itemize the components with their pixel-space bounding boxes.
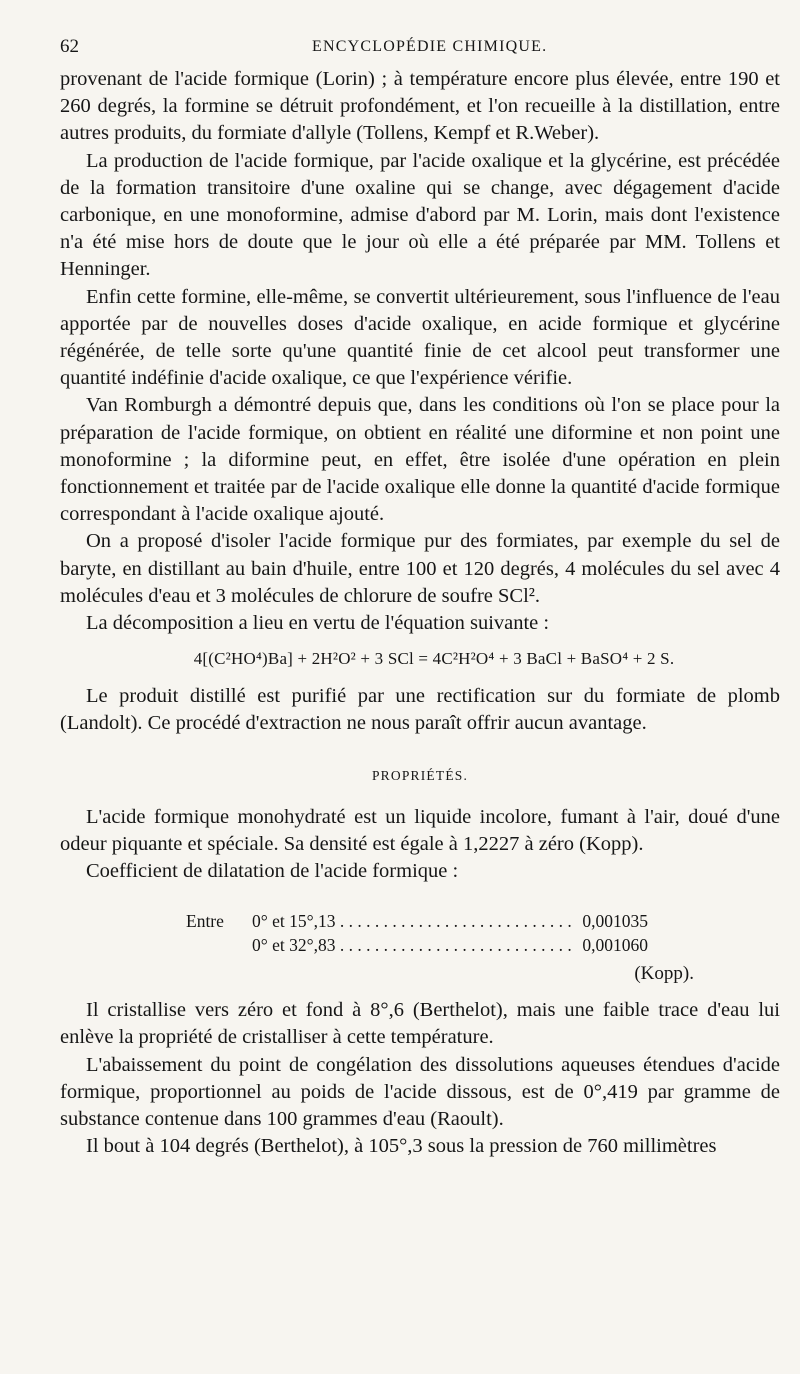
dilatation-table: [186, 909, 648, 957]
paragraph: On a proposé d'isoler l'acide formique pur des formiates, par exemple du sel de baryte, en distillant au bain d'huile, entre 100 et 120 degrés, 4 molécules du sel avec 4 molécules d'eau et 3 molécules de chlorure de soufre SCl².: [60, 530, 780, 607]
paragraph: Le produit distillé est purifié par une rectification sur du formiate de plomb (Landolt). Ce procédé d'extraction ne nous paraît offrir aucun avantage.: [60, 685, 780, 735]
dilatation-row: [186, 909, 648, 933]
dilatation-value: 0,001060: [582, 935, 648, 956]
page-body: [60, 66, 780, 1161]
paragraph-continuation: provenant de l'acide formique (Lorin) ; à température encore plus élevée, entre 190 et 260 degrés, la formine se détruit profondément, et l'on recueille à la distillation, entre autres produits, du formiate d'allyle (Tollens, Kempf et R.Weber).: [60, 68, 780, 145]
paragraph: Il bout à 104 degrés (Berthelot), à 105°,3 sous la pression de 760 millimètres: [86, 1135, 717, 1158]
paragraph: Coefficient de dilatation de l'acide formique :: [86, 860, 459, 883]
chemical-equation: 4[(C²HO⁴)Ba] + 2H²O² + 3 SCl = 4C²H²O⁴ + 3 BaCl + BaSO⁴ + 2 S.: [193, 649, 675, 669]
dilatation-row: [186, 933, 648, 957]
dilatation-source: (Kopp).: [634, 963, 694, 985]
paragraph: Van Romburgh a démontré depuis que, dans les conditions où l'on se place pour la préparation de l'acide formique, on obtient en réalité une diformine et non point une monoformine ; la diformine peut, en effet, être isolée d'une opération en plein fonctionnement et traitée par de l'acide oxalique elle donne la quantité d'acide formique correspondant à l'acide oxalique ajouté.: [60, 394, 780, 526]
page-number: 62: [60, 36, 79, 57]
paragraph: L'abaissement du point de congélation des dissolutions aqueuses étendues d'acide formique, proportionnel au poids de l'acide dissous, est de 0°,419 par gramme de substance contenue dans 100 grammes d'eau (Raoult).: [60, 1053, 780, 1131]
paragraph: La production de l'acide formique, par l'acide oxalique et la glycérine, est précédée de la formation transitoire d'une oxaline qui se change, avec dégagement d'acide carbonique, en une monoformine, admise d'abord par M. Lorin, mais dont l'existence n'a été mise hors de doute que le jour où elle a été préparée par MM. Tollens et Henninger.: [60, 149, 780, 281]
paragraph: Enfin cette formine, elle-même, se convertit ultérieurement, sous l'influence de l'eau apportée par de nouvelles doses d'acide oxalique, en acide formique et glycérine régénérée, de telle sorte qu'une quantité finie de cet alcool peut transformer une quantité indéfinie d'acide oxalique, ce que l'expérience vérifie.: [60, 285, 780, 390]
paragraph: La décomposition a lieu en vertu de l'équation suivante :: [86, 612, 550, 635]
page-header: [60, 36, 760, 62]
dilatation-label: Entre: [186, 911, 224, 932]
dilatation-range: 0° et 32°,83 . . .: [252, 933, 574, 957]
paragraph: L'acide formique monohydraté est un liquide incolore, fumant à l'air, doué d'une odeur piquante et spéciale. Sa densité est égale à 1,2227 à zéro (Kopp).: [60, 805, 780, 855]
dilatation-range: 0° et 15°,13 . . .: [252, 909, 574, 933]
section-heading: PROPRIÉTÉS.: [371, 767, 469, 783]
paragraph: Il cristallise vers zéro et fond à 8°,6 (Berthelot), mais une faible trace d'eau lui enlève la propriété de cristalliser à cette température.: [60, 999, 780, 1049]
dilatation-value: 0,001035: [582, 911, 648, 932]
running-title: ENCYCLOPÉDIE CHIMIQUE.: [312, 38, 548, 55]
